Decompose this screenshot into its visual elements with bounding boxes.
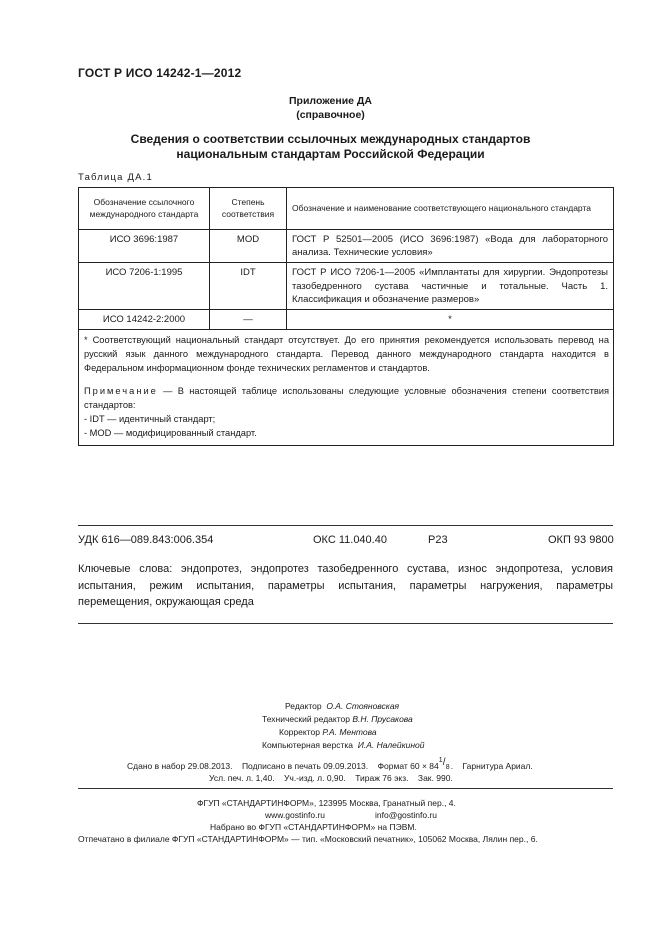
imprint-print-info: Сдано в набор 29.08.2013. Подписано в печать 09.09.2013. Формат 60 × 84 1 / 8 . Гарнитура Ариал. [127,757,533,771]
cell-intl: ИСО 3696:1987 [79,229,210,263]
correspondence-table [78,187,614,446]
printed-info: Отпечатано в филиале ФГУП «СТАНДАРТИНФОРМ» — тип. «Московский печатник», 105062 Москва, Лялин пер., 6. [78,834,538,844]
cell-national: ГОСТ Р ИСО 7206-1—2005 «Имплантаты для хирургии. Эндопротезы тазобедренного сустава частичные и тотальные. Часть 1. Классификация и обозначение размеров» [287,263,614,310]
appendix-heading-line2: национальным стандартам Российской Федерации [176,147,485,161]
table-label: Таблица ДА.1 [78,172,153,183]
format-fraction: 1 / 8 [438,757,450,771]
appendix-heading-line1: Сведения о соответствии ссылочных международных стандартов [130,132,531,146]
publisher-email: info@gostinfo.ru [375,810,438,820]
divider-bottom [78,623,613,624]
cell-intl: ИСО 7206-1:1995 [79,263,210,310]
imprint-layout: Компьютерная верстка И.А. Налейкиной [262,740,425,750]
cell-intl: ИСО 14242-2:2000 [79,310,210,330]
note-text: — В настоящей таблице использованы следующие условные обозначения степени соответствия стандартов: [84,386,609,411]
publisher-address: ФГУП «СТАНДАРТИНФОРМ», 123995 Москва, Гранатный пер., 4. [197,798,456,808]
okp-code: ОКП 93 9800 [548,534,614,546]
cell-degree: — [210,310,287,330]
appendix-subtitle: (справочное) [296,109,365,121]
table-row [79,310,614,330]
note-item: - IDT — идентичный стандарт; [84,414,216,425]
note-item: - MOD — модифицированный стандарт. [84,428,257,439]
oks-code: ОКС 11.040.40 [313,534,387,546]
table-row [79,229,614,263]
cell-degree: IDT [210,263,287,310]
imprint-editor: Редактор О.А. Стояновская [285,701,400,711]
cell-national: * [287,310,614,330]
group-code: Р23 [428,534,448,546]
cell-degree: MOD [210,229,287,263]
table-row [79,263,614,310]
imprint-corrector: Корректор Р.А. Ментова [279,727,377,737]
appendix-title: Приложение ДА [289,95,372,107]
imprint-volume-info: Усл. печ. л. 1,40. Уч.-изд. л. 0,90. Тираж 76 экз. Зак. 990. [209,773,453,783]
divider-imprint [78,788,613,789]
table-footnote: * Соответствующий национальный стандарт отсутствует. До его принятия рекомендуется использовать перевод на русский язык данного международного стандарта. Перевод данного международного стандарта находится в Федеральном информационном фонде технических регламентов и стандартов. [84,335,609,374]
table-footnote-row [79,330,614,446]
udk-code: УДК 616—089.843:006.354 [78,534,214,546]
cell-national: ГОСТ Р 52501—2005 (ИСО 3696:1987) «Вода для лабораторного анализа. Технические условия» [287,229,614,263]
col-header-degree: Степень соответствия [210,188,287,230]
publisher-website: www.gostinfo.ru [265,810,325,820]
imprint-tech-editor: Технический редактор В.Н. Прусакова [262,714,413,724]
divider-top [78,525,613,526]
table-header-row [79,188,614,230]
table-note [84,385,609,413]
standard-code-header: ГОСТ Р ИСО 14242-1—2012 [78,66,242,80]
col-header-national: Обозначение и наименование соответствующего национального стандарта [287,188,614,230]
col-header-intl: Обозначение ссылочного международного стандарта [79,188,210,230]
keywords: Ключевые слова: эндопротез, эндопротез тазобедренного сустава, износ эндопротеза, условия испытания, режим испытания, параметры испытания, параметры нагружения, параметры перемещения, окружающая среда [78,563,613,608]
note-label: Примечание [84,386,158,397]
typeset-info: Набрано во ФГУП «СТАНДАРТИНФОРМ» на ПЭВМ. [210,822,417,832]
